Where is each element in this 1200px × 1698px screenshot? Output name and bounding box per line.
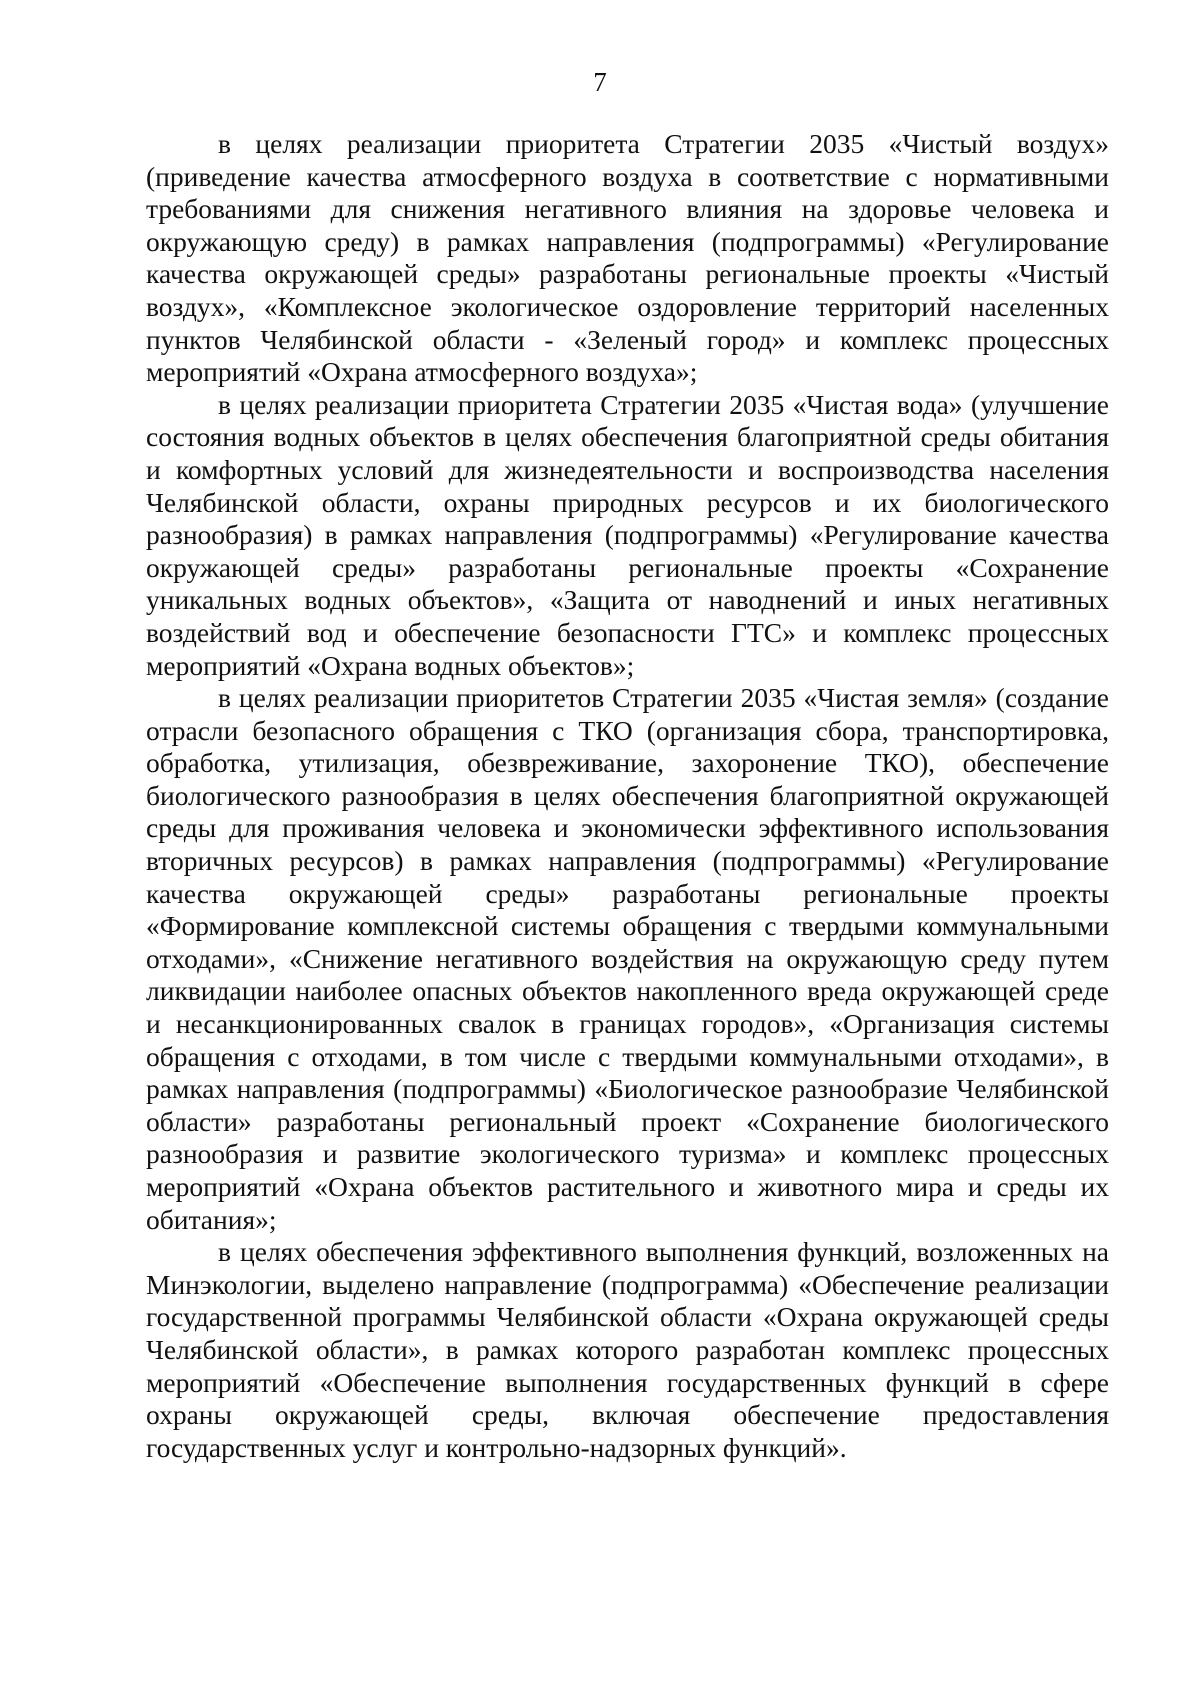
- paragraph-clean-water: в целях реализации приоритета Стратегии 2035 «Чистая вода» (улучшение состояния водных объектов в целях обеспечения благоприятной среды обитания и комфортных условий для жизнедеятельности и воспроизводства населения Челябинской области, охраны природных ресурсов и их биологического разнообразия) в рамках направления (подпрограммы) «Регулирование качества окружающей среды» разработаны региональные проекты «Сохранение уникальных водных объектов», «Защита от наводнений и иных негативных воздействий вод и обеспечение безопасности ГТС» и комплекс процессных мероприятий «Охрана водных объектов»;: [146, 388, 1109, 681]
- paragraph-clean-land: в целях реализации приоритетов Стратегии 2035 «Чистая земля» (создание отрасли безопасного обращения с ТКО (организация сбора, транспортировка, обработка, утилизация, обезвреживание, захоронение ТКО), обеспечение биологического разнообразия в целях обеспечения благоприятной окружающей среды для проживания человека и экономически эффективного использования вторичных ресурсов) в рамках направления (подпрограммы) «Регулирование качества окружающей среды» разработаны региональные проекты «Формирование комплексной системы обращения с твердыми коммунальными отходами», «Снижение негативного воздействия на окружающую среду путем ликвидации наиболее опасных объектов накопленного вреда окружающей среде и несанкционированных свалок в границах городов», «Организация системы обращения с отходами, в том числе с твердыми коммунальными отходами», в рамках направления (подпрограммы) «Биологическое разнообразие Челябинской области» разработаны региональный проект «Сохранение биологического разнообразия и развитие экологического туризма» и комплекс процессных мероприятий «Охрана объектов растительного и животного мира и среды их обитания»;: [146, 682, 1109, 1235]
- page-number: 7: [593, 67, 607, 97]
- paragraph-clean-air: в целях реализации приоритета Стратегии 2035 «Чистый воздух» (приведение качества атмосферного воздуха в соответствие с нормативными требованиями для снижения негативного влияния на здоровье человека и окружающую среду) в рамках направления (подпрограммы) «Регулирование качества окружающей среды» разработаны региональные проекты «Чистый воздух», «Комплексное экологическое оздоровление территорий населенных пунктов Челябинской области - «Зеленый город» и комплекс процессных мероприятий «Охрана атмосферного воздуха»;: [146, 128, 1109, 388]
- document-body: [146, 128, 1109, 1464]
- paragraph-ministry-functions: в целях обеспечения эффективного выполнения функций, возложенных на Минэкологии, выделено направление (подпрограмма) «Обеспечение реализации государственной программы Челябинской области «Охрана окружающей среды Челябинской области», в рамках которого разработан комплекс процессных мероприятий «Обеспечение выполнения государственных функций в сфере охраны окружающей среды, включая обеспечение предоставления государственных услуг и контрольно-надзорных функций».: [146, 1236, 1109, 1463]
